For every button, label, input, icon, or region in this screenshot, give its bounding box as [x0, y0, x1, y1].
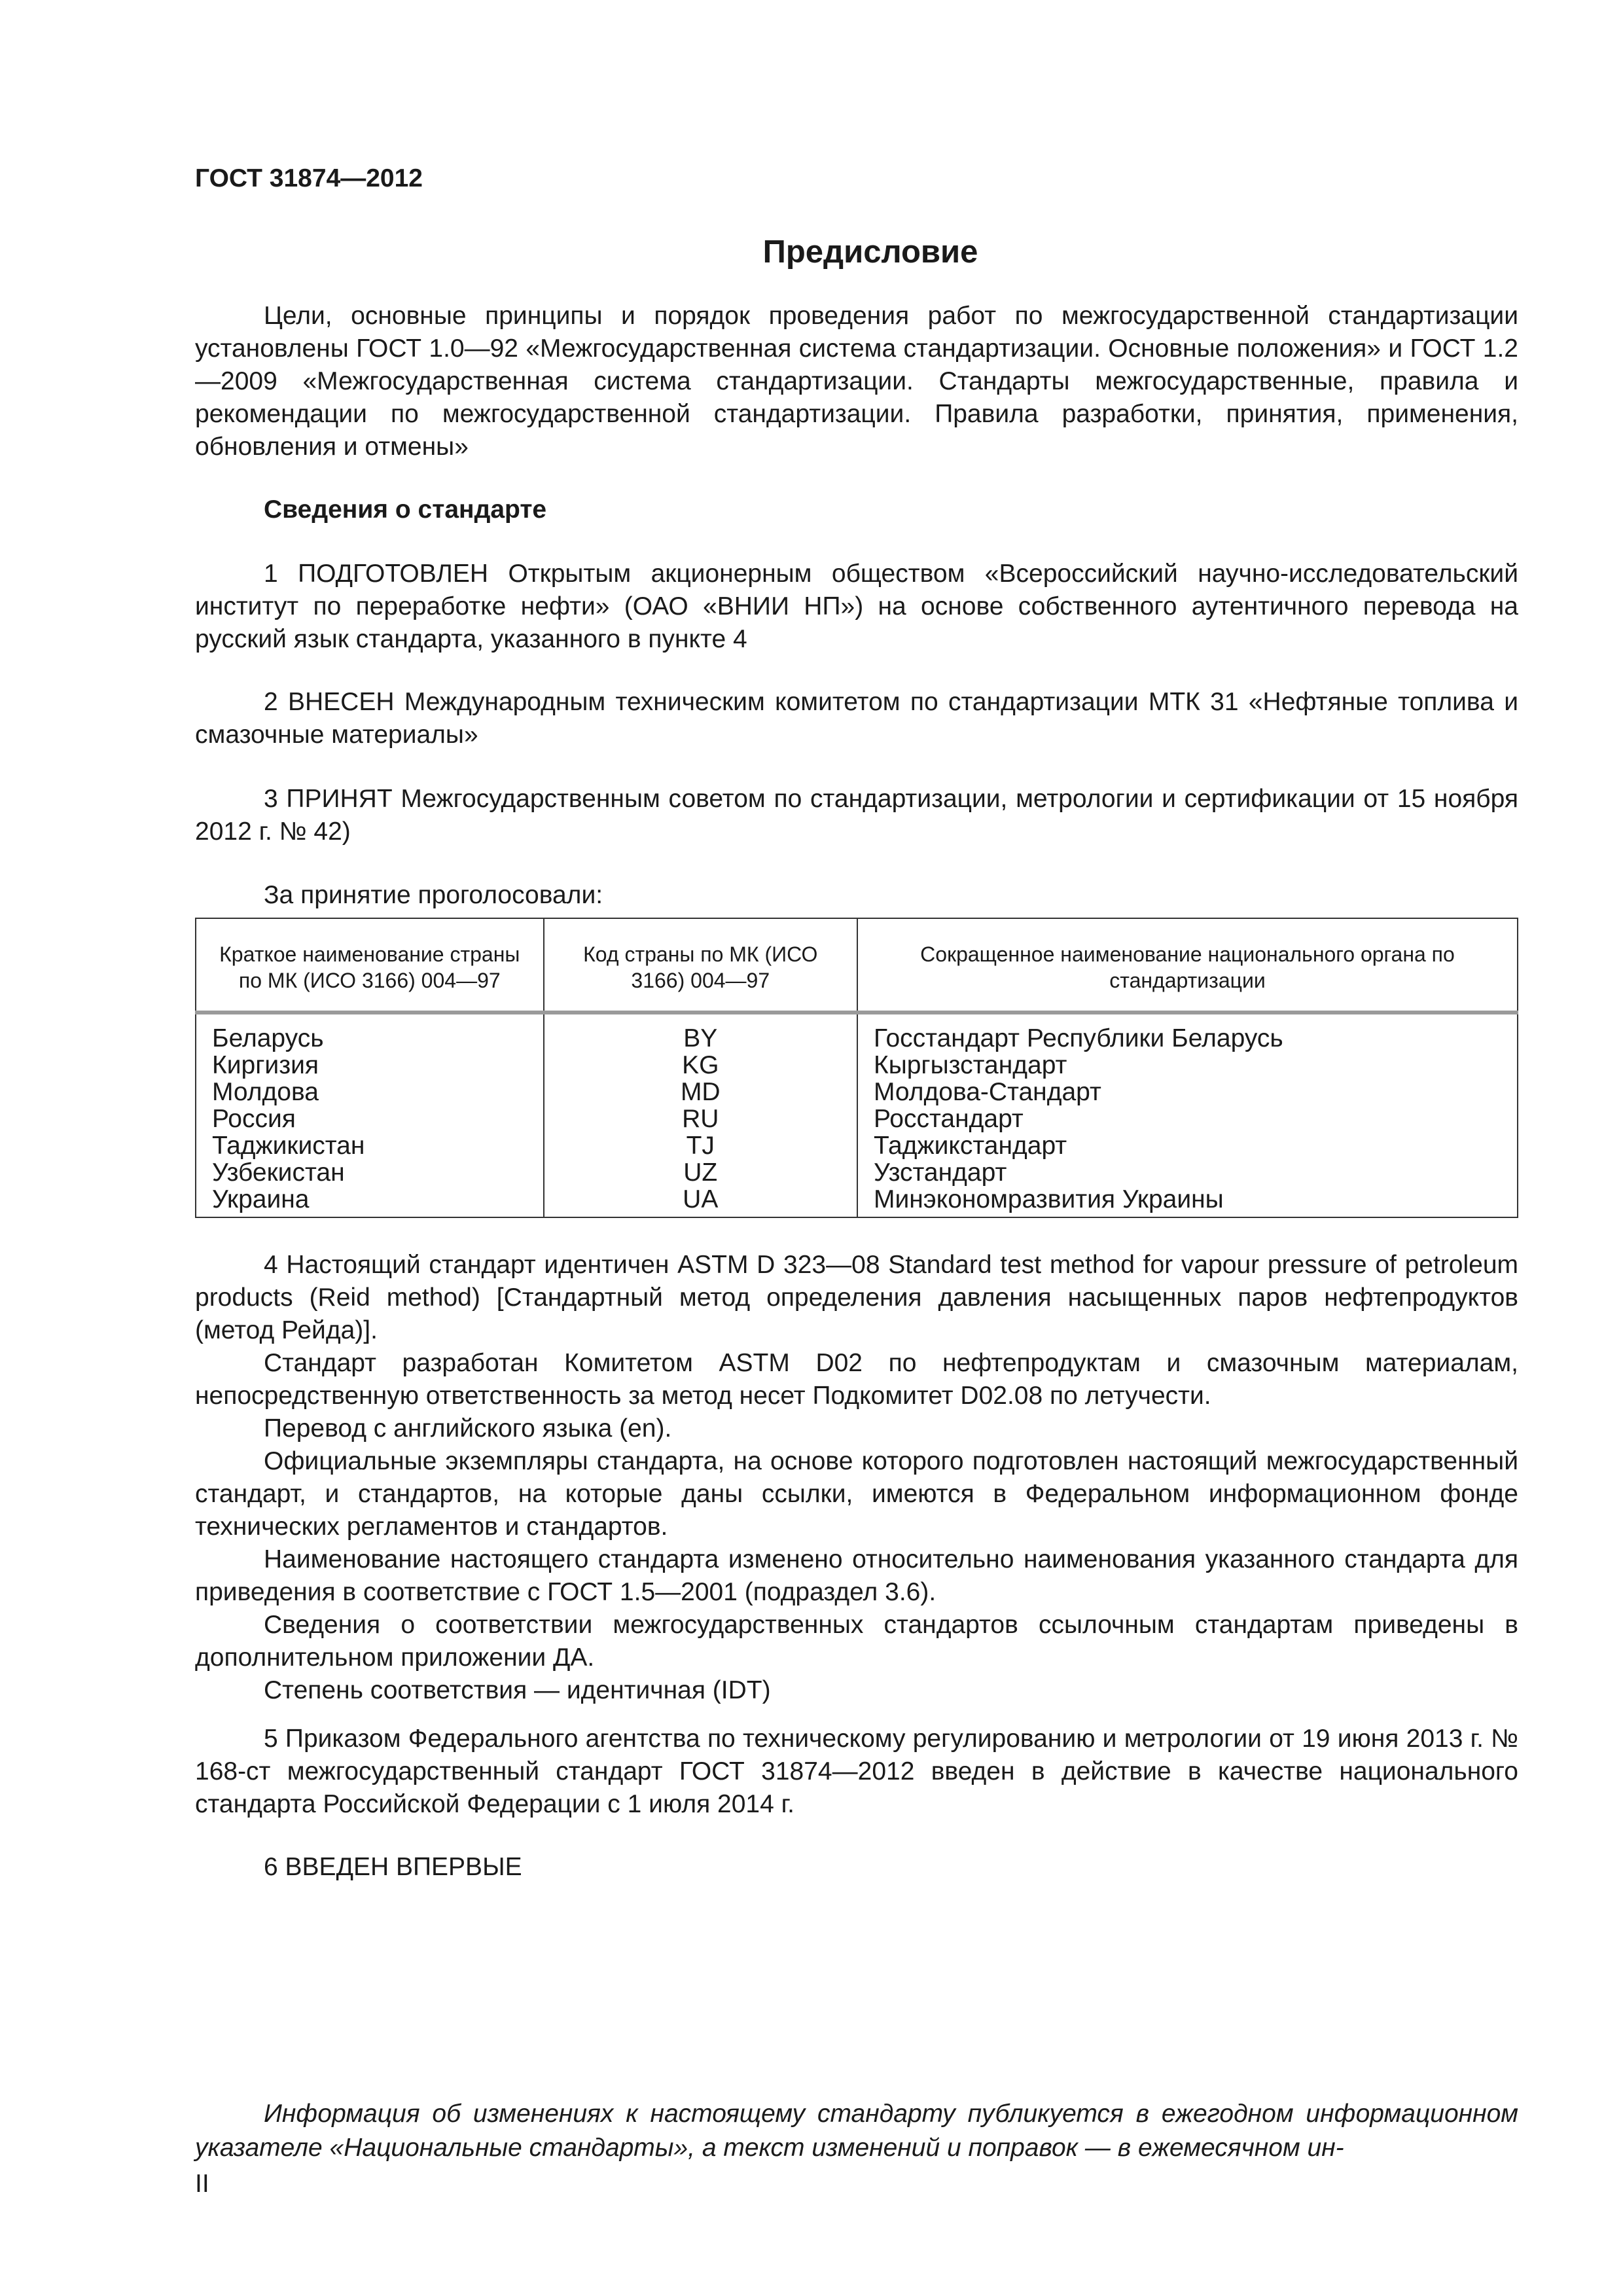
- voting-table: [195, 918, 1518, 1218]
- country-cell: Киргизия: [196, 1052, 544, 1079]
- code-cell: KG: [544, 1052, 857, 1079]
- page-title: Предисловие: [762, 234, 978, 270]
- paragraph-4-5: Наименование настоящего стандарта изменено относительно наименования указанного стандарта для приведения в соответствие с ГОСТ 1.5—2001 (подраздел 3.6).: [195, 1545, 1518, 1606]
- item-5: [195, 1723, 1518, 1821]
- paragraph-4-2: Стандарт разработан Комитетом ASTM D02 по нефтепродуктам и смазочным материалам, непосредственную ответственность за метод несет Подкомитет D02.08 по летучести.: [195, 1349, 1518, 1410]
- country-cell: Беларусь: [196, 1013, 544, 1052]
- paragraph-4-7: Степень соответствия — идентичная (IDT): [264, 1676, 771, 1704]
- item-1: [195, 558, 1518, 656]
- code-cell: UZ: [544, 1159, 857, 1186]
- body-cell: Госстандарт Республики Беларусь: [857, 1013, 1518, 1052]
- country-cell: Украина: [196, 1186, 544, 1217]
- table-row: [196, 1186, 1518, 1217]
- body-cell: Минэкономразвития Украины: [857, 1186, 1518, 1217]
- table-header-row: [196, 918, 1518, 1013]
- paragraph-4-6: Сведения о соответствии межгосударственных стандартов ссылочным стандартам приведены в дополнительном приложении ДА.: [195, 1611, 1518, 1672]
- country-cell: Россия: [196, 1105, 544, 1132]
- paragraph-1: 1 ПОДГОТОВЛЕН Открытым акционерным обществом «Всероссийский научно-исследовательский институт по переработке нефти» (ОАО «ВНИИ НП») на основе собственного аутентичного перевода на русский язык стандарта, указанного в пункте 4: [195, 560, 1518, 653]
- footer-note: Информация об изменениях к настоящему стандарту публикуется в ежегодном информационном указателе «Национальные стандарты», а текст изменений и поправок — в ежемесячном ин-: [195, 2100, 1518, 2162]
- body-cell: Росстандарт: [857, 1105, 1518, 1132]
- header-body: Сокращенное наименование национального органа по стандартизации: [857, 918, 1518, 1013]
- country-cell: Молдова: [196, 1079, 544, 1105]
- header-code: Код страны по МК (ИСО 3166) 004—97: [544, 918, 857, 1013]
- table-row: [196, 1079, 1518, 1105]
- paragraph-3: 3 ПРИНЯТ Межгосударственным советом по стандартизации, метрологии и сертификации от 15 ноября 2012 г. № 42): [195, 785, 1518, 846]
- item-3: [195, 783, 1518, 848]
- paragraph-4-3: Перевод с английского языка (en).: [264, 1414, 672, 1443]
- code-cell: BY: [544, 1013, 857, 1052]
- table-row: [196, 1105, 1518, 1132]
- paragraph-5: 5 Приказом Федерального агентства по техническому регулированию и метрологии от 19 июня 2013 г. № 168-ст межгосударственный стандарт ГОСТ 31874—2012 введен в действие в качестве национального стандарта Российской Федерации с 1 июля 2014 г.: [195, 1725, 1518, 1818]
- vote-intro-block: [195, 879, 1518, 912]
- item-6: [195, 1851, 1518, 1884]
- intro-paragraph: Цели, основные принципы и порядок проведения работ по межгосударственной стандартизации установлены ГОСТ 1.0—92 «Межгосударственная система стандартизации. Основные положения» и ГОСТ 1.2—2009 «Межгосударственная система стандартизации. Стандарты межгосударственные, правила и рекомендации по межгосударственной стандартизации. Правила разработки, принятия, применения, обновления и отмены»: [195, 302, 1518, 461]
- paragraph-2: 2 ВНЕСЕН Международным техническим комитетом по стандартизации МТК 31 «Нефтяные топлива и смазочные материалы»: [195, 688, 1518, 749]
- country-cell: Таджикистан: [196, 1132, 544, 1159]
- header-country: Краткое наименование страны по МК (ИСО 3166) 004—97: [196, 918, 544, 1013]
- body-cell: Узстандарт: [857, 1159, 1518, 1186]
- intro-section: [195, 300, 1518, 463]
- table-row: [196, 1052, 1518, 1079]
- code-cell: TJ: [544, 1132, 857, 1159]
- paragraph-4-4: Официальные экземпляры стандарта, на основе которого подготовлен настоящий межгосударственный стандарт, и стандартов, на которые даны ссылки, имеются в Федеральном информационном фонде технических регламентов и стандартов.: [195, 1447, 1518, 1541]
- country-cell: Узбекистан: [196, 1159, 544, 1186]
- table-row: [196, 1013, 1518, 1052]
- document-code: ГОСТ 31874—2012: [195, 164, 423, 192]
- body-cell: Таджикстандарт: [857, 1132, 1518, 1159]
- body-cell: Кыргызстандарт: [857, 1052, 1518, 1079]
- vote-intro: За принятие проголосовали:: [264, 881, 603, 909]
- paragraph-6: 6 ВВЕДЕН ВПЕРВЫЕ: [264, 1853, 522, 1881]
- paragraph-4-1: 4 Настоящий стандарт идентичен ASTM D 323—08 Standard test method for vapour pressure of petroleum products (Reid method) [Стандартный метод определения давления насыщенных паров нефтепродуктов (метод Рейда)].: [195, 1251, 1518, 1344]
- table-row: [196, 1132, 1518, 1159]
- footer-note-block: [195, 2097, 1518, 2165]
- table-row: [196, 1159, 1518, 1186]
- code-cell: MD: [544, 1079, 857, 1105]
- section-heading: Сведения о стандарте: [264, 495, 547, 524]
- code-cell: UA: [544, 1186, 857, 1217]
- code-cell: RU: [544, 1105, 857, 1132]
- standard-info-heading-block: [195, 493, 1518, 526]
- item-4: [195, 1249, 1518, 1707]
- item-2: [195, 686, 1518, 751]
- body-cell: Молдова-Стандарт: [857, 1079, 1518, 1105]
- page-number: II: [195, 2170, 209, 2198]
